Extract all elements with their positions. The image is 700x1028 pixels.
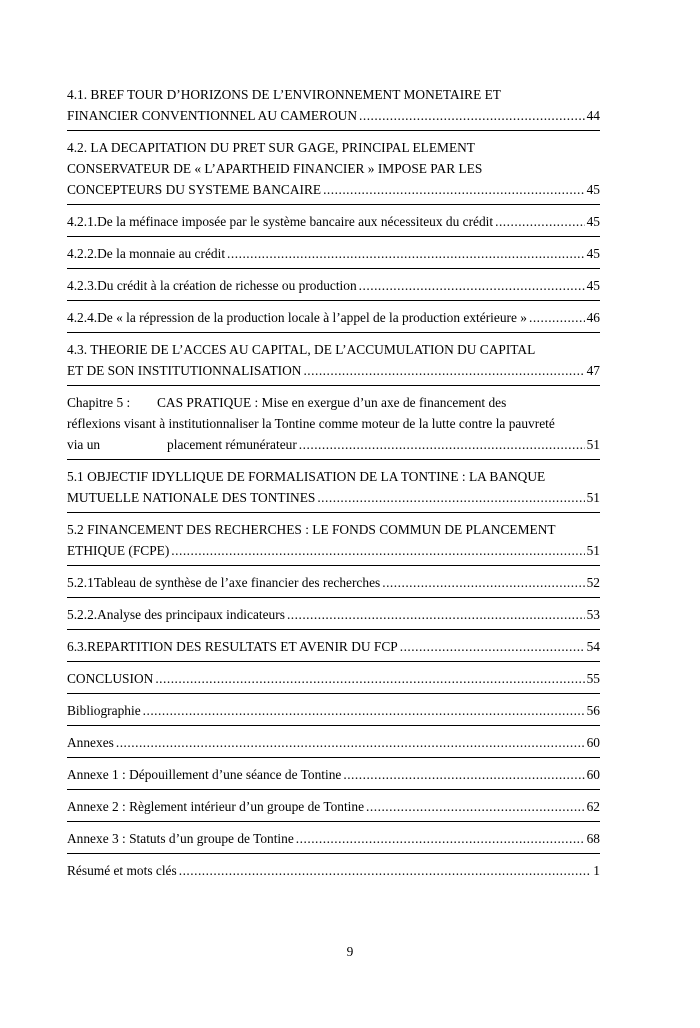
toc-leader-dots bbox=[343, 764, 584, 785]
toc-entry[interactable] bbox=[67, 307, 600, 333]
toc-entry-page: 47 bbox=[586, 363, 600, 378]
toc-entry-page: 46 bbox=[586, 310, 600, 325]
toc-entry-page: 45 bbox=[586, 182, 600, 197]
toc-entry[interactable] bbox=[67, 275, 600, 301]
toc-leader-dots bbox=[171, 540, 584, 561]
toc-entry-title: Annexe 1 : Dépouillement d’une séance de Tontine bbox=[67, 767, 342, 782]
toc-entry-number: 6.3. bbox=[67, 639, 88, 654]
toc-entry-page: 45 bbox=[586, 278, 600, 293]
toc-leader-dots bbox=[366, 796, 585, 817]
toc-entry[interactable] bbox=[67, 604, 600, 630]
toc-entry-title: De la monnaie au crédit bbox=[97, 246, 226, 261]
toc-entry-line: 5.1 OBJECTIF IDYLLIQUE DE FORMALISATION DE LA TONTINE : LA BANQUE bbox=[67, 469, 546, 484]
toc-leader-dots bbox=[287, 604, 585, 625]
toc-entry-line: 4.2. LA DECAPITATION DU PRET SUR GAGE, PRINCIPAL ELEMENT bbox=[67, 140, 475, 155]
toc-entry-title: FINANCIER CONVENTIONNEL AU CAMEROUN bbox=[67, 108, 357, 123]
toc-entry[interactable] bbox=[67, 732, 600, 758]
toc-entry[interactable] bbox=[67, 668, 600, 694]
toc-entry-page: 54 bbox=[586, 639, 600, 654]
toc-leader-dots bbox=[299, 434, 585, 455]
toc-entry-page: 53 bbox=[586, 607, 600, 622]
toc-entry-line: 4.3. THEORIE DE L’ACCES AU CAPITAL, DE L’ACCUMULATION DU CAPITAL bbox=[67, 342, 536, 357]
toc-entry-line: 4.1. BREF TOUR D’HORIZONS DE L’ENVIRONNEMENT MONETAIRE ET bbox=[67, 87, 501, 102]
toc-entry-title: Bibliographie bbox=[67, 703, 141, 718]
toc-leader-dots bbox=[359, 105, 585, 126]
toc-entry-page: 44 bbox=[586, 108, 600, 123]
toc-entry-title: Du crédit à la création de richesse ou production bbox=[97, 278, 357, 293]
toc-entry[interactable] bbox=[67, 860, 600, 885]
toc-entry[interactable] bbox=[67, 636, 600, 662]
toc-entry-title: ET DE SON INSTITUTIONNALISATION bbox=[67, 363, 302, 378]
toc-entry-page: 60 bbox=[586, 767, 600, 782]
toc-leader-dots bbox=[116, 732, 585, 753]
toc-entry[interactable] bbox=[67, 764, 600, 790]
toc-entry[interactable] bbox=[67, 466, 600, 513]
toc-entry-page: 68 bbox=[586, 831, 600, 846]
toc-entry-title: via un placement rémunérateur bbox=[67, 437, 297, 452]
toc-entry[interactable] bbox=[67, 519, 600, 566]
table-of-contents bbox=[67, 84, 600, 891]
toc-leader-dots bbox=[495, 211, 585, 232]
toc-entry-title: MUTUELLE NATIONALE DES TONTINES bbox=[67, 490, 316, 505]
toc-entry-page: 45 bbox=[586, 214, 600, 229]
toc-entry[interactable] bbox=[67, 84, 600, 131]
toc-entry-number: 4.2.4. bbox=[67, 310, 98, 325]
page-number: 9 bbox=[346, 944, 354, 959]
toc-entry[interactable] bbox=[67, 211, 600, 237]
toc-entry-page: 1 bbox=[593, 863, 600, 878]
toc-entry-title: De la méfinace imposée par le système bancaire aux nécessiteux du crédit bbox=[97, 214, 494, 229]
toc-entry-number: 5.2.1 bbox=[67, 575, 94, 590]
toc-entry[interactable] bbox=[67, 243, 600, 269]
toc-entry-page: 60 bbox=[586, 735, 600, 750]
toc-entry-number: 4.2.2. bbox=[67, 246, 98, 261]
toc-entry-page: 56 bbox=[586, 703, 600, 718]
toc-entry-number: 4.2.3. bbox=[67, 278, 98, 293]
toc-entry-page: 51 bbox=[586, 490, 600, 505]
toc-entry[interactable] bbox=[67, 572, 600, 598]
toc-entry[interactable] bbox=[67, 700, 600, 726]
toc-leader-dots bbox=[400, 636, 585, 657]
toc-entry[interactable] bbox=[67, 137, 600, 205]
toc-leader-dots bbox=[529, 307, 585, 328]
toc-entry[interactable] bbox=[67, 828, 600, 854]
toc-entry-title: Analyse des principaux indicateurs bbox=[97, 607, 285, 622]
toc-entry-title: Résumé et mots clés bbox=[67, 863, 177, 878]
toc-entry-page: 45 bbox=[586, 246, 600, 261]
toc-entry-page: 52 bbox=[586, 575, 600, 590]
toc-entry-page: 51 bbox=[586, 437, 600, 452]
toc-entry-line: réflexions visant à institutionnaliser la Tontine comme moteur de la lutte contre la pauvreté bbox=[67, 416, 555, 431]
toc-leader-dots bbox=[323, 179, 585, 200]
toc-entry-line: Chapitre 5 : CAS PRATIQUE : Mise en exergue d’un axe de financement des bbox=[67, 395, 507, 410]
toc-entry-page: 51 bbox=[586, 543, 600, 558]
toc-leader-dots bbox=[143, 700, 585, 721]
toc-entry-title: REPARTITION DES RESULTATS ET AVENIR DU FCP bbox=[87, 639, 398, 654]
toc-leader-dots bbox=[382, 572, 584, 593]
toc-entry-line: 5.2 FINANCEMENT DES RECHERCHES : LE FONDS COMMUN DE PLANCEMENT bbox=[67, 522, 556, 537]
toc-entry-title: Annexes bbox=[67, 735, 114, 750]
toc-entry[interactable] bbox=[67, 796, 600, 822]
toc-leader-dots bbox=[179, 860, 592, 881]
toc-entry-number: 5.2.2. bbox=[67, 607, 98, 622]
toc-entry-number: 4.2.1. bbox=[67, 214, 98, 229]
toc-entry-page: 55 bbox=[586, 671, 600, 686]
toc-entry[interactable] bbox=[67, 392, 600, 460]
toc-entry-title: Annexe 3 : Statuts d’un groupe de Tontine bbox=[67, 831, 294, 846]
toc-entry-title: Annexe 2 : Règlement intérieur d’un groupe de Tontine bbox=[67, 799, 365, 814]
toc-leader-dots bbox=[296, 828, 585, 849]
toc-leader-dots bbox=[227, 243, 585, 264]
toc-leader-dots bbox=[303, 360, 584, 381]
toc-entry-line: CONSERVATEUR DE « L’APARTHEID FINANCIER » IMPOSE PAR LES bbox=[67, 161, 483, 176]
toc-entry-title: CONCEPTEURS DU SYSTEME BANCAIRE bbox=[67, 182, 322, 197]
toc-entry-title: Tableau de synthèse de l’axe financier des recherches bbox=[93, 575, 381, 590]
toc-entry-title: De « la répression de la production locale à l’appel de la production extérieure » bbox=[97, 310, 527, 325]
toc-entry-page: 62 bbox=[586, 799, 600, 814]
toc-entry-title: CONCLUSION bbox=[67, 671, 154, 686]
toc-entry-title: ETHIQUE (FCPE) bbox=[67, 543, 170, 558]
toc-entry[interactable] bbox=[67, 339, 600, 386]
toc-leader-dots bbox=[317, 487, 584, 508]
toc-leader-dots bbox=[155, 668, 584, 689]
toc-leader-dots bbox=[359, 275, 585, 296]
